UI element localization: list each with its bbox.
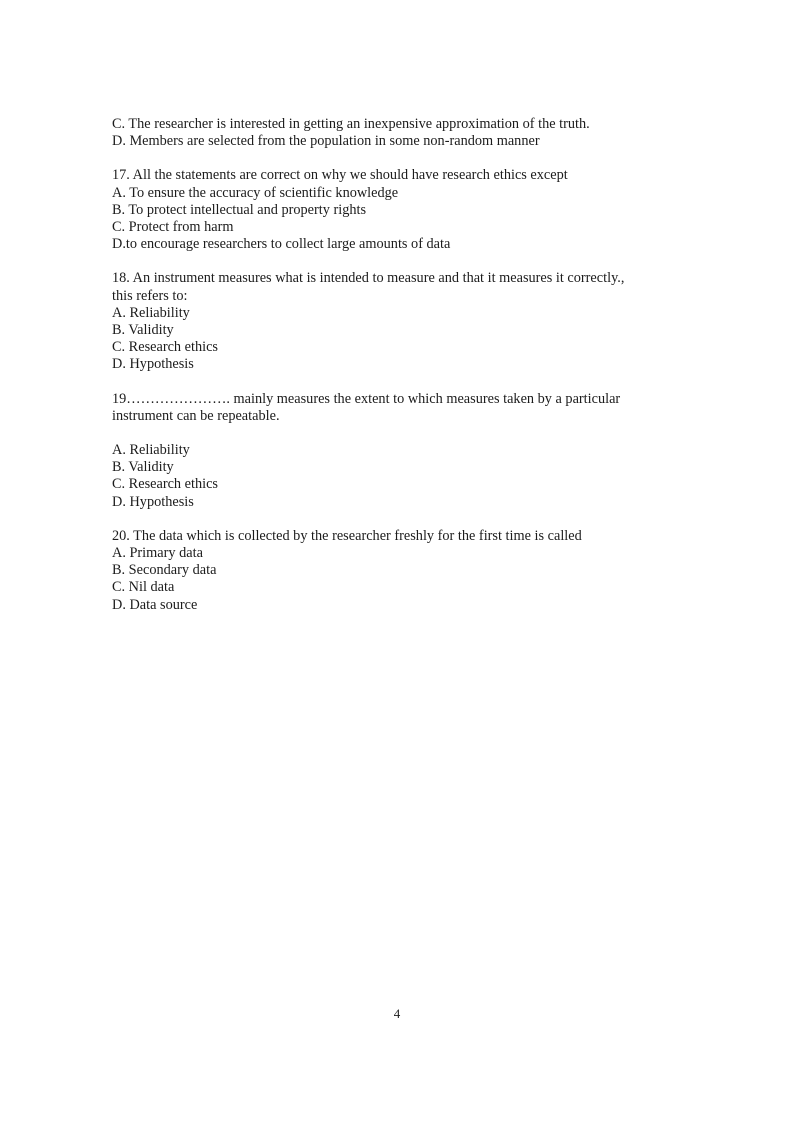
option-b: B. To protect intellectual and property rights [112,201,367,218]
option-d: D. Members are selected from the population in some non-random manner [112,133,540,150]
spacer [112,425,672,442]
question-stem: 19…………………. mainly measures the extent to which measures taken by a particular [112,390,621,407]
option-d: D. Hypothesis [112,356,194,373]
question-20 [112,528,672,614]
option-a: A. To ensure the accuracy of scientific knowledge [112,184,399,201]
page-content [112,116,672,631]
option-c: C. Protect from harm [112,219,234,236]
option-c: C. Research ethics [112,339,218,356]
question-stem: 20. The data which is collected by the researcher freshly for the first time is called [112,527,582,544]
option-c: C. The researcher is interested in getting an inexpensive approximation of the truth. [112,116,590,132]
option-c: C. Research ethics [112,476,218,493]
carryover-options [112,116,672,150]
question-18 [112,270,672,373]
question-19 [112,391,672,511]
option-d: D. Hypothesis [112,493,194,510]
question-17 [112,167,672,253]
option-c: C. Nil data [112,579,175,596]
option-a: A. Primary data [112,545,203,562]
question-stem-continued: instrument can be repeatable. [112,407,280,424]
option-a: A. Reliability [112,442,190,459]
option-b: B. Validity [112,459,174,476]
option-b: B. Validity [112,322,174,339]
question-stem: 17. All the statements are correct on why we should have research ethics except [112,167,568,184]
option-a: A. Reliability [112,304,190,321]
option-d: D.to encourage researchers to collect large amounts of data [112,236,451,253]
option-b: B. Secondary data [112,562,217,579]
page-number: 4 [393,1006,401,1021]
option-d: D. Data source [112,596,198,613]
question-stem: 18. An instrument measures what is intended to measure and that it measures it correctly., [112,270,625,287]
question-stem-continued: this refers to: [112,287,188,304]
